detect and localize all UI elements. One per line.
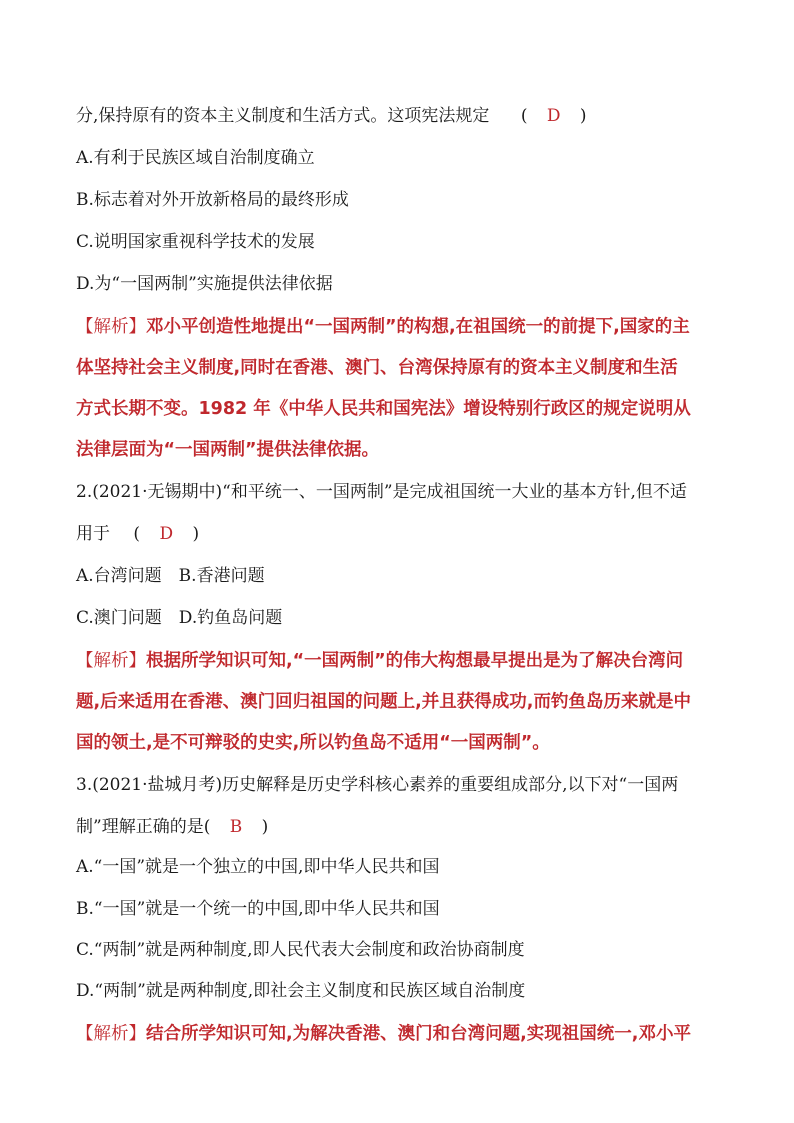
q3-paren-close: ) [261, 817, 269, 837]
q3-paren-open: ( [203, 817, 211, 837]
q2-explanation-tag: 【解析】 [76, 651, 146, 671]
q1-explanation-line-1: 【解析】邓小平创造性地提出“一国两制”的构想,在祖国统一的前提下,国家的主 [76, 317, 690, 337]
q1-option-b: B.标志着对外开放新格局的最终形成 [76, 190, 349, 210]
q1-answer: D [546, 106, 561, 126]
q1-option-d: D.为“一国两制”实施提供法律依据 [76, 274, 333, 294]
q3-option-c: C.“两制”就是两种制度,即人民代表大会制度和政治协商制度 [76, 940, 525, 960]
q1-option-c: C.说明国家重视科学技术的发展 [76, 232, 315, 252]
q2-explanation-line-2: 题,后来适用在香港、澳门回归祖国的问题上,并且获得成功,而钓鱼岛历来就是中 [76, 692, 691, 712]
q1-explanation-line-4: 法律层面为“一国两制”提供法律依据。 [76, 440, 380, 460]
q2-stem-line-2: 用于 ( D ) [76, 524, 200, 544]
q3-stem-line-2: 制”理解正确的是( B ) [76, 817, 269, 837]
q2-paren-open: ( [133, 524, 141, 544]
q1-explanation-line-3: 方式长期不变。1982 年《中华人民共和国宪法》增设特别行政区的规定说明从 [76, 399, 691, 419]
q3-option-b: B.“一国”就是一个统一的中国,即中华人民共和国 [76, 899, 440, 919]
q3-answer: B [229, 817, 243, 837]
q1-paren-open: ( [520, 106, 528, 126]
q1-paren-close: ) [579, 106, 587, 126]
q3-option-d: D.“两制”就是两种制度,即社会主义制度和民族区域自治制度 [76, 981, 526, 1001]
q2-paren-close: ) [192, 524, 200, 544]
q2-explanation-line-1: 【解析】根据所学知识可知,“一国两制”的伟大构想最早提出是为了解决台湾问 [76, 651, 684, 671]
q2-answer: D [159, 524, 174, 544]
q1-stem-tail: 分,保持原有的资本主义制度和生活方式。这项宪法规定 ( D ) [76, 106, 587, 126]
q2-stem-line-1: 2.(2021·无锡期中)“和平统一、一国两制”是完成祖国统一大业的基本方针,但不适 [76, 482, 687, 502]
q1-explanation-tag: 【解析】 [76, 317, 146, 337]
q1-option-a: A.有利于民族区域自治制度确立 [76, 148, 315, 168]
q3-stem-line-1: 3.(2021·盐城月考)历史解释是历史学科核心素养的重要组成部分,以下对“一国两 [76, 775, 679, 795]
q2-options-row-2: C.澳门问题 D.钓鱼岛问题 [76, 608, 283, 628]
q3-option-a: A.“一国”就是一个独立的中国,即中华人民共和国 [76, 857, 440, 877]
q1-explanation-line-2: 体坚持社会主义制度,同时在香港、澳门、台湾保持原有的资本主义制度和生活 [76, 358, 678, 378]
q2-explanation-line-3: 国的领土,是不可辩驳的史实,所以钓鱼岛不适用“一国两制”。 [76, 733, 550, 753]
q2-options-row-1: A.台湾问题 B.香港问题 [76, 566, 265, 586]
q3-explanation-tag: 【解析】 [76, 1024, 146, 1044]
q3-explanation-line-1: 【解析】结合所学知识可知,为解决香港、澳门和台湾问题,实现祖国统一,邓小平 [76, 1024, 691, 1044]
